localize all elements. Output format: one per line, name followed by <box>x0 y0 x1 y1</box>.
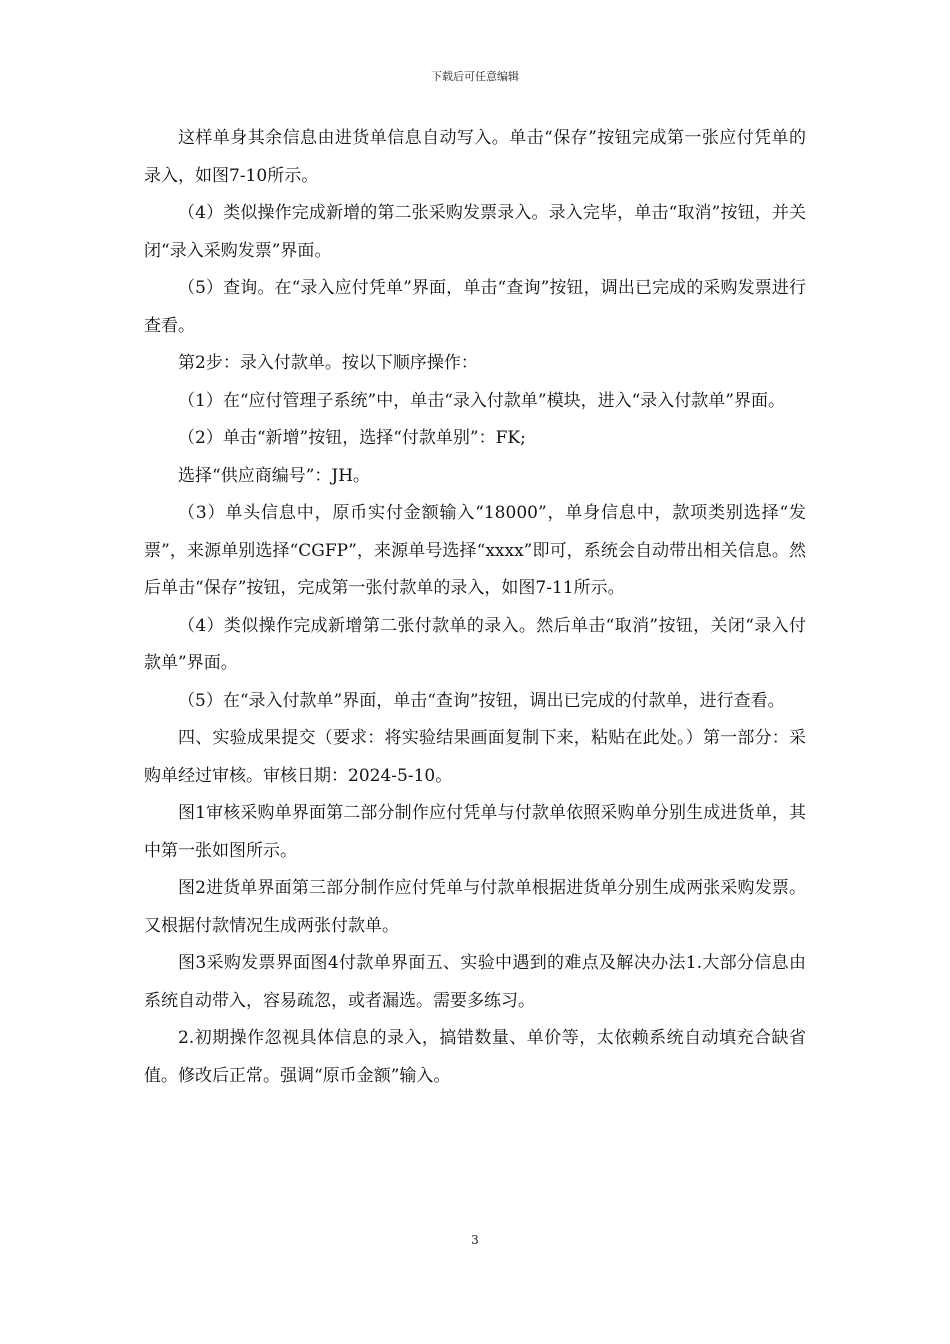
paragraph: 这样单身其余信息由进货单信息自动写入。单击“保存”按钮完成第一张应付凭单的录入，如图7-10所示。 <box>144 128 806 186</box>
paragraph: 图3采购发票界面图4付款单界面五、实验中遇到的难点及解决办法1.大部分信息由系统自动带入，容易疏忽，或者漏选。需要多练习。 <box>144 953 806 1011</box>
paragraph: 图1审核采购单界面第二部分制作应付凭单与付款单依照采购单分别生成进货单，其中第一张如图所示。 <box>144 803 806 861</box>
paragraph: （2）单击“新增”按钮，选择“付款单别”：FK; <box>178 428 526 448</box>
paragraph: （4）类似操作完成新增第二张付款单的录入。然后单击“取消”按钮，关闭“录入付款单”界面。 <box>144 615 806 673</box>
paragraph: （3）单头信息中，原币实付金额输入“18000”，单身信息中，款项类别选择“发票”，来源单别选择“CGFP”，来源单号选择“xxxx”即可，系统会自动带出相关信息。然后单击“保存”按钮，完成第一张付款单的录入，如图7-11所示。 <box>144 503 806 598</box>
page-number: 3 <box>471 1233 479 1247</box>
paragraph: （1）在“应付管理子系统”中，单击“录入付款单”模块，进入“录入付款单”界面。 <box>178 390 785 411</box>
paragraph: 选择“供应商编号”：JH。 <box>178 465 371 486</box>
paragraph: 2.初期操作忽视具体信息的录入，搞错数量、单价等，太依赖系统自动填充合缺省值。修改后正常。强调“原币金额”输入。 <box>144 1028 806 1086</box>
paragraph: （5）在“录入付款单”界面，单击“查询”按钮，调出已完成的付款单，进行查看。 <box>178 690 785 711</box>
paragraph: （4）类似操作完成新增的第二张采购发票录入。录入完毕，单击“取消”按钮，并关闭“录入采购发票”界面。 <box>144 203 806 261</box>
paragraph: （5）查询。在“录入应付凭单”界面，单击“查询”按钮，调出已完成的采购发票进行查看。 <box>144 278 806 336</box>
paragraph: 图2进货单界面第三部分制作应付凭单与付款单根据进货单分别生成两张采购发票。又根据付款情况生成两张付款单。 <box>144 878 806 936</box>
page-header-note: 下载后可任意编辑 <box>431 70 519 83</box>
paragraph: 第2步：录入付款单。按以下顺序操作： <box>178 353 478 373</box>
paragraph: 四、实验成果提交（要求：将实验结果画面复制下来，粘贴在此处。）第一部分：采购单经过审核。审核日期：2024-5-10。 <box>144 728 806 786</box>
document-body <box>144 120 806 1095</box>
